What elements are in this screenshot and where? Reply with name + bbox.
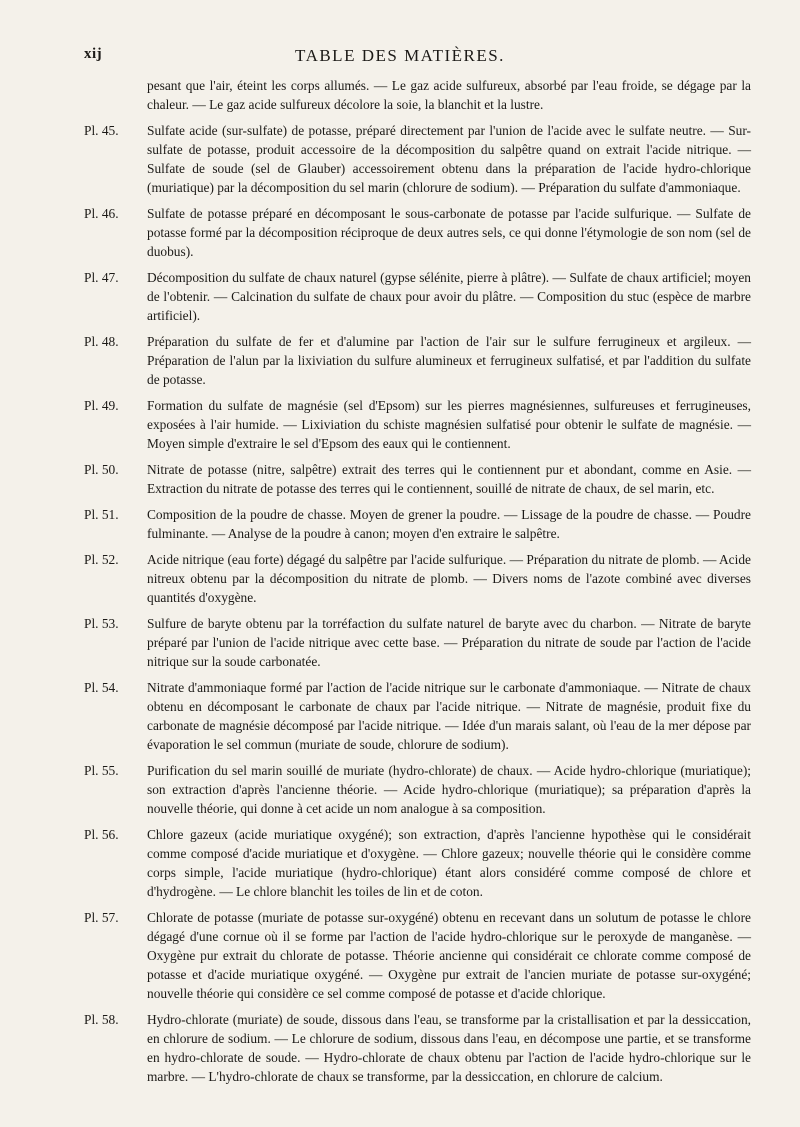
plate-number: Pl. 45. [84,123,119,138]
toc-entry [0,268,800,325]
entry-text: Acide nitrique (eau forte) dégagé du salpêtre par l'acide sulfurique. — Préparation du nitrate de plomb. — Acide nitreux obtenu par la décomposition du nitrate de plomb. — Divers noms de l'azote combiné avec diverses quantités d'oxygène. [147,552,751,605]
plate-number: Pl. 54. [84,680,119,695]
entry-text: Chlorate de potasse (muriate de potasse sur-oxygéné) obtenu en recevant dans un solutum de potasse le chlore dégagé d'une cornue où il se forme par l'action de l'acide hydro-chlorique sur le peroxyde de manganèse. — Oxygène pur extrait du chlorate de potasse. Théorie ancienne qui considérait ce chlorate comme composé de potasse et d'acide muriatique oxygéné. — Oxygène pur extrait de l'ancien muriate de potasse sur-oxygéné; nouvelle théorie qui considère ce sel comme composé de potasse et d'acide chlorique. [147,910,751,1001]
toc-entry [0,761,800,818]
entry-text: Nitrate d'ammoniaque formé par l'action de l'acide nitrique sur le carbonate d'ammoniaque. — Nitrate de chaux obtenu en décomposant le carbonate de chaux par l'acide nitrique. — Nitrate de magnésie, produit fixe du carbonate de magnésie décomposé par l'acide nitrique. — Idée d'un marais salant, où l'eau de la mer dépose par évaporation le sel commun (muriate de soude, chlorure de sodium). [147,680,751,752]
entry-text: Composition de la poudre de chasse. Moyen de grener la poudre. — Lissage de la poudre de chasse. — Poudre fulminante. — Analyse de la poudre à canon; moyen d'en extraire le salpêtre. [147,507,751,541]
plate-number: Pl. 50. [84,462,119,477]
entry-text: Préparation du sulfate de fer et d'alumine par l'action de l'air sur le sulfure ferrugineux et argileux. — Préparation de l'alun par la lixiviation du sulfure alumineux et ferrugineux sulfatisé, et par l'addition du sulfate de potasse. [147,334,751,387]
toc-entry [0,550,800,607]
plate-number: Pl. 47. [84,270,119,285]
plate-number: Pl. 52. [84,552,119,567]
entry-text: Sulfate acide (sur-sulfate) de potasse, préparé directement par l'union de l'acide avec le sulfate neutre. — Sur-sulfate de potasse, produit accessoire de la décomposition du salpêtre quand on extrait l'acide nitrique. — Sulfate de soude (sel de Glauber) accessoirement obtenu dans la préparation de l'acide hydro-chlorique (muriatique) par la décomposition du sel marin (chlorure de sodium). — Préparation du sulfate d'ammoniaque. [147,123,751,195]
entry-text: Chlore gazeux (acide muriatique oxygéné); son extraction, d'après l'ancienne hypothèse qui le considérait comme composé d'acide muriatique et d'oxygène. — Chlore gazeux; nouvelle théorie qui le considère comme corps simple, l'acide muriatique (hydro-chlorique) étant alors considéré comme composé de chlore et d'hydrogène. — Le chlore blanchit les toiles de lin et de coton. [147,827,751,899]
entry-text: Purification du sel marin souillé de muriate (hydro-chlorate) de chaux. — Acide hydro-chlorique (muriatique); son extraction d'après l'ancienne théorie. — Acide hydro-chlorique (muriatique); sa préparation d'après la nouvelle théorie, qui donne à cet acide un nom analogue à sa composition. [147,763,751,816]
toc-entry [0,614,800,671]
toc-entry [0,1010,800,1086]
plate-number: Pl. 53. [84,616,119,631]
entry-list [0,121,800,1086]
plate-number: Pl. 55. [84,763,119,778]
entry-text: Sulfure de baryte obtenu par la torréfaction du sulfate naturel de baryte avec du charbon. — Nitrate de baryte préparé par l'union de l'acide nitrique avec cette base. — Préparation du nitrate de soude par l'action de l'acide nitrique sur la soude carbonatée. [147,616,751,669]
toc-entry [0,121,800,197]
running-title: TABLE DES MATIÈRES. [295,46,505,65]
toc-entry [0,396,800,453]
entry-text: Nitrate de potasse (nitre, salpêtre) extrait des terres qui le contiennent pur et abondant, comme en Asie. — Extraction du nitrate de potasse des terres qui le contiennent, souillé de nitrate de chaux, de sel marin, etc. [147,462,751,496]
toc-entry [0,678,800,754]
continued-entry-text: pesant que l'air, éteint les corps allumés. — Le gaz acide sulfureux, absorbé par l'eau froide, se dégage par la chaleur. — Le gaz acide sulfureux décolore la soie, la blanchit et la lustre. [147,78,751,112]
entry-text: Hydro-chlorate (muriate) de soude, dissous dans l'eau, se transforme par la cristallisation et par la dessiccation, en chlorure de sodium. — Le chlorure de sodium, dissous dans l'eau, en décompose une partie, et se transforme en hydro-chlorate de soude. — Hydro-chlorate de chaux obtenu par l'action de l'acide hydro-chlorique sur le marbre. — L'hydro-chlorate de chaux se transforme, par la dessiccation, en chlorure de calcium. [147,1012,751,1084]
toc-entry [0,460,800,498]
plate-number: Pl. 49. [84,398,119,413]
toc-entry [0,204,800,261]
entry-text: Sulfate de potasse préparé en décomposant le sous-carbonate de potasse par l'acide sulfurique. — Sulfate de potasse formé par la décomposition réciproque de deux autres sels, ce qui donne l'étymologie de son nom (sel de duobus). [147,206,751,259]
entry-text: Formation du sulfate de magnésie (sel d'Epsom) sur les pierres magnésiennes, sulfureuses et ferrugineuses, exposées à l'air humide. — Lixiviation du schiste magnésien sulfatisé pour obtenir le sulfate de magnésie. — Moyen simple d'extraire le sel d'Epsom des eaux qui le contiennent. [147,398,751,451]
plate-number: Pl. 57. [84,910,119,925]
plate-number: Pl. 48. [84,334,119,349]
plate-number: Pl. 46. [84,206,119,221]
toc-entry [0,825,800,901]
toc-entry [0,505,800,543]
entry-text: Décomposition du sulfate de chaux naturel (gypse sélénite, pierre à plâtre). — Sulfate de chaux artificiel; moyen de l'obtenir. — Calcination du sulfate de chaux pour avoir du plâtre. — Composition du stuc (espèce de marbre artificiel). [147,270,751,323]
plate-number: Pl. 51. [84,507,119,522]
page-number: xij [84,46,103,62]
plate-number: Pl. 56. [84,827,119,842]
toc-entry [0,332,800,389]
table-of-contents-body [0,76,800,1086]
plate-number: Pl. 58. [84,1012,119,1027]
page-header [0,46,800,72]
toc-entry [0,908,800,1003]
